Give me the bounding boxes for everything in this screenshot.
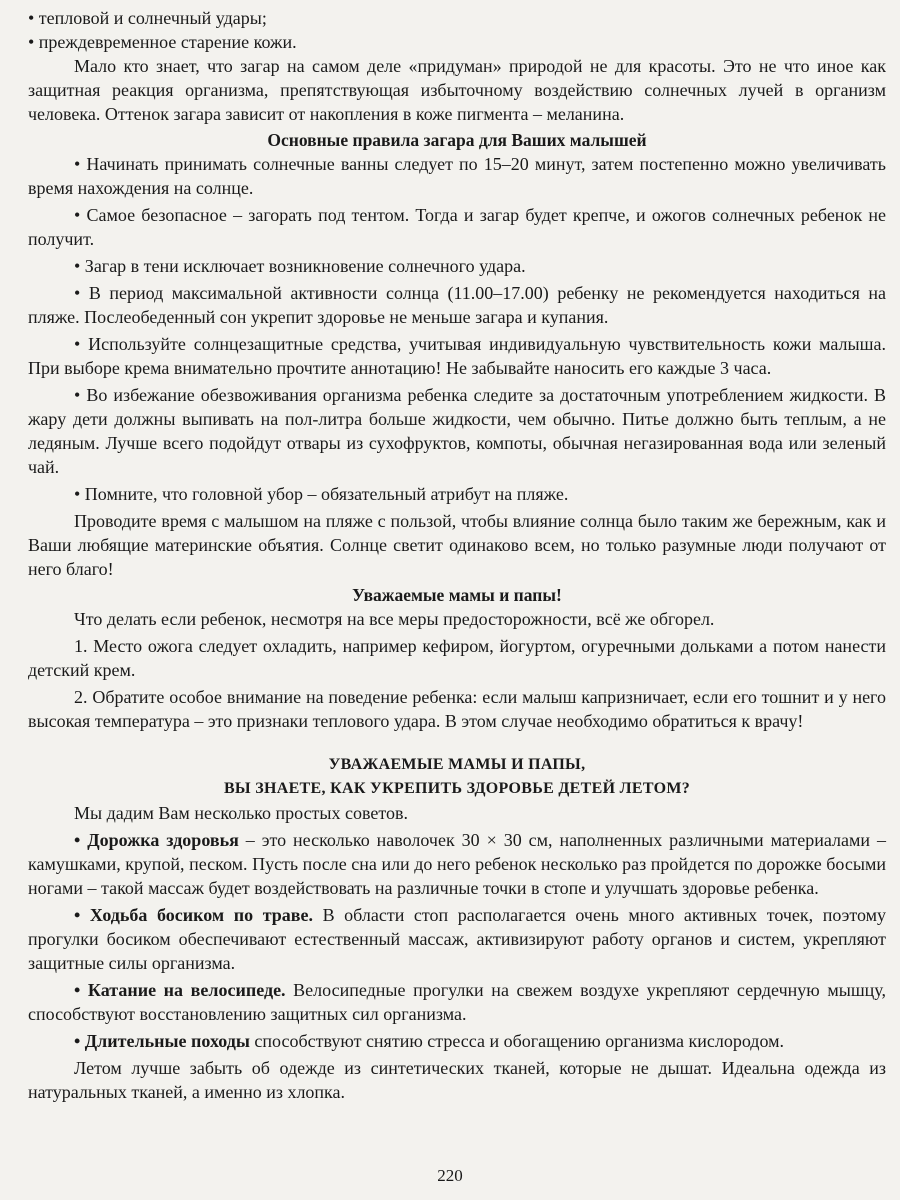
tip-text: В области стоп располагается очень много активных точек, поэтому прогулки босиком обеспечивают естественный массаж, активизируют работу органов и систем, укрепляют защитные силы организма. [28, 905, 886, 973]
section-heading: Основные правила загара для Ваших малышей [267, 130, 647, 150]
section-tanning-rules [28, 128, 886, 581]
list-item: • В период максимальной активности солнца (11.00–17.00) ребенку не рекомендуется находиться на пляже. Послеобеденный сон укрепит здоровье не меньше загара и купания. [28, 283, 886, 327]
list-item: 2. Обратите особое внимание на поведение ребенка: если малыш капризничает, если его тошнит и у него высокая температура – это признаки теплового удара. В этом случае необходимо обратиться к врачу! [28, 687, 886, 731]
tip-text: способствуют снятию стресса и обогащению организма кислородом. [249, 1031, 784, 1051]
tip-text: Велосипедные прогулки на свежем воздухе укрепляют сердечную мышцу, способствуют восстановлению защитных сил организма. [28, 980, 887, 1024]
list-item: • Начинать принимать солнечные ванны следует по 15–20 минут, затем постепенно можно увеличивать время нахождения на солнце. [28, 154, 886, 198]
intro-block [28, 6, 886, 126]
section-heading: УВАЖАЕМЫЕ МАМЫ И ПАПЫ, [328, 756, 586, 773]
intro-bullet: • тепловой и солнечный удары; [28, 8, 267, 28]
list-item: • Загар в тени исключает возникновение солнечного удара. [74, 256, 526, 276]
section-summer-health [28, 753, 886, 1104]
tip-item [28, 1029, 886, 1053]
list-item: • Помните, что головной убор – обязательный атрибут на пляже. [74, 484, 569, 504]
tip-term: • Катание на велосипеде. [74, 980, 286, 1000]
tip-item [28, 903, 886, 975]
tip-item [28, 978, 886, 1026]
section-intro: Мы дадим Вам несколько простых советов. [74, 803, 409, 823]
tip-term: • Ходьба босиком по траве. [74, 905, 313, 925]
tip-term: • Дорожка здоровья [74, 830, 239, 850]
intro-bullet: • преждевременное старение кожи. [28, 32, 297, 52]
section-subheading: ВЫ ЗНАЕТЕ, КАК УКРЕПИТЬ ЗДОРОВЬЕ ДЕТЕЙ ЛЕТОМ? [223, 780, 691, 797]
page-number: 220 [437, 1166, 463, 1185]
section-intro: Что делать если ребенок, несмотря на все меры предосторожности, всё же обгорел. [74, 609, 715, 629]
list-item: • Во избежание обезвоживания организма ребенка следите за достаточным употреблением жидкости. В жару дети должны выпивать на пол-литра больше жидкости, чем обычно. Питье должно быть теплым, а не ледяным. Лучше всего подойдут отвары из сухофруктов, компоты, обычная негазированная вода или зеленый чай. [28, 385, 886, 477]
section-heading: Уважаемые мамы и папы! [352, 585, 562, 605]
tip-text: – это несколько наволочек 30 × 30 см, наполненных различными материалами – камушками, крупой, песком. Пусть после сна или до него ребенок несколько раз пройдется по дорожке босыми ногами – такой массаж будет воздействовать на различные точки в стопе и улучшать здоровье ребенка. [28, 830, 886, 898]
tip-term: • Длительные походы [74, 1031, 250, 1051]
intro-paragraph: Мало кто знает, что загар на самом деле «придуман» природой не для красоты. Это не что иное как защитная реакция организма, препятствующая избыточному воздействию солнечных лучей в организм человека. Оттенок загара зависит от накопления в коже пигмента – меланина. [28, 56, 886, 124]
section-parents-sunburn [28, 583, 886, 733]
list-item: • Используйте солнцезащитные средства, учитывая индивидуальную чувствительность кожи малыша. При выборе крема внимательно прочтите аннотацию! Не забывайте наносить его каждые 3 часа. [28, 334, 886, 378]
closing-paragraph: Летом лучше забыть об одежде из синтетических тканей, которые не дышат. Идеальна одежда из натуральных тканей, а именно из хлопка. [28, 1058, 886, 1102]
closing-paragraph: Проводите время с малышом на пляже с пользой, чтобы влияние солнца было таким же бережным, как и Ваши любящие материнские объятия. Солнце светит одинаково всем, но только разумные люди получают от него благо! [28, 511, 886, 579]
tip-item [28, 828, 886, 900]
list-item: 1. Место ожога следует охладить, например кефиром, йогуртом, огуречными дольками а потом нанести детский крем. [28, 636, 886, 680]
list-item: • Самое безопасное – загорать под тентом. Тогда и загар будет крепче, и ожогов солнечных ребенок не получит. [28, 205, 886, 249]
